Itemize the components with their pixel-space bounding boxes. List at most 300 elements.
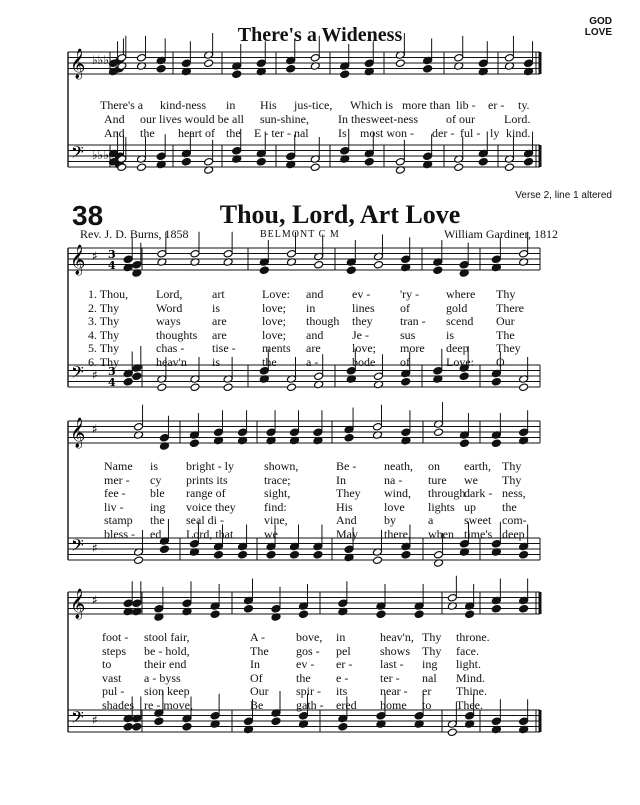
hymn1-alto-note — [232, 70, 242, 79]
hymn1-tenor-note — [286, 152, 296, 161]
hymn2-system2-bass-clef: 𝄢 — [71, 535, 84, 559]
hymn2-system3-bass-clef: 𝄢 — [71, 707, 84, 731]
hymn1-verse3-syllable: most won - — [360, 126, 414, 140]
hymn1-soprano-note — [310, 53, 320, 62]
hymn2-system3-alto-note — [299, 610, 309, 619]
hymn2-line2-syllable: His — [336, 499, 353, 514]
hymn2-line3-syllable: in — [336, 630, 346, 644]
hymn2-line3-syllable: Thy — [422, 630, 442, 644]
hymn2-system3-soprano-note — [132, 599, 142, 608]
hymn2-system2-alto-note — [459, 439, 469, 448]
hymn2-line3-syllable: Thine. — [456, 684, 487, 698]
hymn2-system2-bass-note — [238, 550, 248, 559]
topic-god: GOD — [589, 16, 612, 27]
hymn1-tenor-note — [423, 152, 433, 161]
hymn2-line1-syllable: Lord, — [156, 287, 183, 301]
hymn1-verse2-syllable: sun-shine, — [260, 112, 309, 126]
hymn1-tenor-note — [204, 157, 214, 166]
hymn2-system3-soprano-note — [182, 599, 192, 608]
hymn2-line1-syllable: lines — [352, 300, 375, 315]
hymn2-line1-syllable: scend — [446, 314, 474, 328]
hymn2-composer: William Gardiner, 1812 — [443, 227, 558, 241]
hymn2-line1-syllable: is — [212, 354, 221, 369]
hymn2-line3-syllable: ing — [422, 657, 438, 671]
hymn2-line2-syllable: the — [150, 513, 165, 527]
hymn1-verse3-syllable: kind. — [506, 126, 531, 140]
hymn1-tenor-note — [395, 157, 405, 166]
hymn2-line1-syllable: tise - — [212, 341, 236, 355]
hymn2-system1-tenor-note — [433, 366, 443, 375]
hymn2-line2-syllable: liv - — [104, 499, 124, 514]
hymn1-alto-note — [423, 64, 433, 73]
hymn2-system3-tenor-note — [491, 717, 501, 726]
hymn2-line1-syllable: They — [496, 341, 521, 355]
hymn2-line2-syllable: voice they — [186, 499, 236, 514]
hymn2-system2-treble-clef: 𝄞 — [70, 418, 86, 448]
hymn2-line1-syllable: is — [212, 300, 221, 315]
hymn2-line3-syllable: shows — [380, 643, 411, 658]
hymn2-line1-syllable: bode — [352, 354, 376, 369]
hymn2-line1-syllable: chas - — [156, 341, 185, 355]
hymn2-system1-bass-note — [123, 377, 133, 386]
hymn2-line3-syllable: ev - — [296, 657, 315, 671]
hymn2-line2-syllable: They — [336, 486, 361, 500]
hymn2-system2-soprano-note — [373, 422, 383, 431]
hymn2-line1-syllable: love; — [262, 327, 286, 342]
hymn2-line1-syllable: Love: — [262, 287, 290, 301]
hymn2-line3-syllable: The — [250, 643, 269, 658]
hymn2-line2-syllable: is — [150, 459, 159, 473]
hymn2-line3-syllable: home — [380, 697, 407, 712]
hymn2-line1-syllable: 2. Thy — [88, 300, 120, 315]
hymn1-verse1-syllable: ty. — [518, 98, 530, 112]
hymn2-system2-tenor-note — [344, 545, 354, 554]
hymn2-system1-soprano-note — [190, 249, 200, 258]
hymn2-line3-syllable: Thee. — [456, 697, 483, 712]
hymn2-system2-key-signature: ♯ — [92, 541, 98, 555]
hymn2-line1-syllable: art — [212, 287, 225, 301]
hymn1-verse3-syllable: the — [140, 126, 155, 140]
hymn2-line1-syllable: love; — [352, 341, 376, 355]
hymn2-line2-syllable: earth, — [464, 459, 491, 473]
hymn2-line2-syllable: ture — [428, 472, 447, 487]
hymn2-line1-syllable: and — [306, 287, 324, 301]
hymn2-line3-syllable: a - byss — [144, 670, 181, 685]
hymn2-line3-syllable: e - — [336, 670, 349, 685]
hymn1-key-signature: ♭♭♭ — [92, 53, 109, 67]
hymn2-line1-syllable: Love: — [446, 354, 474, 369]
hymn1-verse2-syllable: Lord. — [504, 112, 531, 126]
hymn2-line2-syllable: cy — [150, 472, 162, 487]
hymn2-system2-soprano-note — [519, 428, 529, 437]
hymn2-line3-syllable: In — [250, 657, 260, 671]
hymn1-soprano-note — [504, 53, 514, 62]
hymn2-system2-tenor-note — [434, 550, 444, 559]
hymn2-line1-syllable: Our — [496, 314, 515, 328]
hymn2-system3-bass-note — [182, 722, 192, 731]
hymn2-system2-bass-note — [266, 550, 276, 559]
hymn1-soprano-note — [454, 53, 464, 62]
hymn2-line3-syllable: bove, — [296, 630, 323, 644]
hymn2-system1-bass-note — [519, 383, 529, 392]
hymn2-system1-time-signature: 3 — [108, 365, 116, 378]
hymn2-system1-key-signature: ♯ — [92, 249, 98, 263]
hymn2-system3-alto-note — [244, 604, 254, 613]
hymn2-line1-syllable: are — [306, 341, 321, 355]
hymn2-line1-syllable: deep — [446, 341, 469, 355]
hymn2-line2-syllable: Lord, that — [186, 526, 234, 541]
hymn2-line1-syllable: Word — [156, 300, 183, 315]
hymn2-line1-syllable: of — [400, 354, 410, 369]
hymn2-system1-bass-note — [459, 372, 469, 381]
hymn2-system3-soprano-note — [154, 604, 164, 613]
hymn2-system1-soprano-note — [519, 249, 529, 258]
hymn1-alto-note — [340, 70, 350, 79]
hymn2-line3-syllable: steps — [102, 643, 126, 658]
hymn1-verse3-syllable: And — [104, 126, 125, 140]
hymn1-soprano-note — [524, 59, 534, 68]
hymn2-line3-syllable: Of — [250, 670, 263, 685]
hymn1-verse2-syllable: all — [232, 112, 244, 126]
hymn2-system3-tenor-note — [244, 717, 254, 726]
hymn1-tenor-note — [340, 146, 350, 155]
hymn1-soprano-note — [137, 53, 147, 62]
hymn2-system3-key-signature: ♯ — [92, 713, 98, 727]
hymn2-system2-key-signature: ♯ — [92, 422, 98, 436]
hymn2-system1-bass-note — [223, 383, 233, 392]
hymn2-system2-soprano-note — [159, 433, 169, 442]
hymn1-title: There's a Wideness — [237, 24, 403, 46]
hymn2-system3-tenor-note — [299, 711, 309, 720]
hymn2-line1-syllable: ev - — [352, 287, 371, 301]
hymn1-verse1-syllable: more than — [402, 98, 451, 112]
hymn1-bass-clef: 𝄢 — [71, 142, 84, 166]
hymn1-alto-note — [286, 64, 296, 73]
hymn2-line2-syllable: on — [428, 459, 440, 473]
hymn2-line2-syllable: stamp — [104, 513, 133, 527]
hymn2-line1-syllable: love; — [262, 314, 286, 328]
hymn1-bass-note — [364, 157, 374, 166]
hymn1-soprano-note — [478, 59, 488, 68]
hymn2-line3-syllable: heav'n, — [380, 630, 414, 644]
hymn2-system1-treble-clef: 𝄞 — [70, 245, 86, 275]
hymn2-system1-bass-note — [190, 383, 200, 392]
hymn1-key-signature: ♭♭♭ — [92, 148, 109, 162]
hymn2-line3-syllable: gos - — [296, 643, 320, 658]
hymn2-line1-syllable: Je - — [352, 327, 369, 342]
hymn2-system2-tenor-note — [491, 539, 501, 548]
hymn1-soprano-note — [364, 59, 374, 68]
hymn2-line2-syllable: find: — [264, 499, 287, 514]
hymn2-line3-syllable: Our — [250, 684, 269, 698]
hymn2-system1-alto-note — [433, 266, 443, 275]
hymn2-line3-syllable: pul - — [102, 684, 125, 698]
hymn2-line1-syllable: 3. Thy — [88, 314, 120, 328]
hymn2-line2-syllable: neath, — [384, 459, 413, 473]
hymn1-verse1-syllable: kind-ness — [160, 98, 206, 112]
hymn1-verse2-syllable: In the — [338, 112, 366, 126]
hymn2-system1-tenor-note — [314, 372, 324, 381]
hymn2-system1-bass-note — [401, 377, 411, 386]
hymn1-verse1-syllable: His — [260, 98, 277, 112]
hymn2-line1-syllable: more — [400, 341, 425, 355]
hymn2-line3-syllable: last - — [380, 657, 404, 671]
hymn2-system1-soprano-note — [491, 255, 501, 264]
hymn1-alto-note — [204, 59, 214, 68]
hymn2-line2-syllable: Thy — [502, 459, 522, 473]
hymn2-line3-syllable: ered — [336, 697, 357, 712]
hymn2-system2-bass-note — [313, 550, 323, 559]
hymn1-verse2-syllable: sweet-ness — [366, 112, 418, 126]
hymn1-treble-clef: 𝄞 — [70, 49, 86, 79]
hymn2-line2-syllable: mer - — [104, 472, 130, 487]
hymn2-line3-syllable: their end — [144, 657, 187, 671]
hymn2-system1-key-signature: ♯ — [92, 368, 98, 382]
hymn2-line3-syllable: spir - — [296, 684, 321, 698]
hymn1-bass-note — [310, 163, 320, 172]
hymn2-line1-syllable: of — [400, 300, 410, 315]
hymn2-system3-bass-note — [123, 722, 133, 731]
hymn2-line3-syllable: light. — [456, 657, 482, 671]
hymn2-line2-syllable: ed — [150, 526, 162, 541]
hymn2-system2-soprano-note — [134, 422, 144, 431]
hymn2-line2-syllable: prints its — [186, 472, 228, 487]
hymn2-system1-soprano-note — [401, 255, 411, 264]
hymn2-line2-syllable: bright - ly — [186, 459, 234, 473]
hymn2-system3-tenor-note — [414, 711, 424, 720]
hymn1-bass-note — [454, 163, 464, 172]
hymn2-line2-syllable: wind, — [384, 486, 411, 500]
hymn2-line2-syllable: time's — [464, 526, 493, 541]
hymn2-system3-alto-note — [414, 610, 424, 619]
hymn2-line3-syllable: be - hold, — [144, 643, 190, 658]
hymn2-line1-syllable: ways — [156, 314, 181, 328]
hymn1-verse3-syllable: ful - — [460, 126, 481, 140]
hymn2-line2-syllable: Name — [104, 459, 133, 473]
hymn2-line2-syllable: we — [264, 526, 278, 541]
hymn2-line3-syllable: Thy — [422, 643, 442, 658]
hymn2-line3-syllable: vast — [102, 670, 122, 685]
hymn2-system1-soprano-note — [123, 255, 133, 264]
hymn-number: 38 — [72, 200, 104, 231]
hymn2-title: Thou, Lord, Art Love — [219, 200, 461, 229]
hymn2-system2-bass-note — [373, 556, 383, 565]
hymn2-line1-syllable: is — [446, 327, 455, 342]
hymn2-system2-soprano-note — [401, 428, 411, 437]
hymn2-line2-syllable: shown, — [264, 459, 299, 473]
hymn2-line2-syllable: seal di - — [186, 513, 224, 527]
hymn1-verse3-syllable: the — [226, 126, 241, 140]
hymn2-line1-syllable: tran - — [400, 314, 426, 328]
hymn2-line1-syllable: sus — [400, 327, 416, 342]
hymn2-line1-syllable: 'ry - — [400, 287, 420, 301]
hymn1-bass-note — [137, 163, 147, 172]
hymn2-system1-soprano-note — [132, 260, 142, 269]
hymn2-author: Rev. J. D. Burns, 1858 — [80, 227, 189, 241]
hymn2-line2-syllable: when — [428, 526, 454, 541]
hymn1-note: Verse 2, line 1 altered — [515, 190, 612, 201]
hymn2-line1-syllable: are — [212, 314, 227, 328]
hymn2-line1-syllable: though — [306, 314, 340, 328]
hymn2-system2-soprano-note — [290, 428, 300, 437]
hymn2-system1-alto-note — [314, 260, 324, 269]
hymn2-system2-soprano-note — [313, 428, 323, 437]
hymn2-line1-syllable: and — [306, 327, 324, 342]
hymn2-line3-syllable: foot - — [102, 630, 129, 644]
hymn2-system2-soprano-note — [238, 428, 248, 437]
hymn2-system3-treble-clef: 𝄞 — [70, 589, 86, 619]
hymn2-system2-bass-note — [214, 550, 224, 559]
hymn2-system3-tenor-note — [465, 711, 475, 720]
hymn2-line1-syllable: are — [212, 327, 227, 342]
hymn2-line1-syllable: 1. Thou, — [88, 287, 129, 301]
hymn2-system3-tenor-note — [376, 711, 386, 720]
hymn2-system2-bass-note — [519, 550, 529, 559]
hymn2-line2-syllable: lights — [428, 499, 455, 514]
hymn2-line1-syllable: gold — [446, 300, 468, 315]
hymn2-line2-syllable: ness, — [502, 486, 526, 500]
hymn2-system2-alto-note — [189, 439, 199, 448]
hymn1-bass-note — [478, 157, 488, 166]
hymn2-line1-syllable: love; — [262, 300, 286, 315]
hymn2-system1-bass-note — [132, 372, 142, 381]
hymn2-line3-syllable: sion keep — [144, 684, 190, 698]
hymn2-line2-syllable: through — [428, 486, 466, 500]
hymn2-line1-syllable: ments — [262, 341, 291, 355]
topic-love: LOVE — [584, 27, 612, 38]
hymn2-system3-bass-note — [338, 722, 348, 731]
hymn2-line3-syllable: shades — [102, 697, 134, 712]
hymn2-system1-time-signature: 3 — [108, 248, 116, 261]
hymn2-system3-bass-note — [154, 717, 164, 726]
hymn2-system1-time-signature: 4 — [108, 376, 116, 389]
hymn2-system3-bass-note — [271, 717, 281, 726]
hymn2-system2-bass-note — [401, 550, 411, 559]
hymn2-line1-syllable: where — [446, 287, 476, 301]
hymn2-system1-alto-note — [259, 266, 269, 275]
hymn2-line3-syllable: throne. — [456, 630, 490, 644]
hymn2-system2-alto-note — [434, 428, 444, 437]
hymn1-soprano-note — [117, 53, 127, 62]
hymn1-verse3-syllable: E - ter - nal — [254, 126, 309, 140]
hymn2-line2-syllable: fee - — [104, 486, 126, 500]
hymn1-verse2-syllable: our lives would be — [140, 112, 229, 126]
hymn2-system3-alto-note — [376, 610, 386, 619]
hymn1-alto-note — [395, 59, 405, 68]
hymn2-tune: BELMONT C M — [260, 229, 340, 240]
hymn1-verse1-syllable: jus-tice, — [294, 98, 333, 112]
hymn1-tenor-note — [232, 146, 242, 155]
hymn1-alto-note — [156, 64, 166, 73]
hymn2-system2-bass-note — [159, 545, 169, 554]
hymn2-line2-syllable: sweet — [464, 513, 492, 527]
hymn2-line2-syllable: vine, — [264, 513, 288, 527]
hymn2-line2-syllable: bless - — [104, 526, 135, 541]
hymn1-verse3-syllable: der - — [432, 126, 455, 140]
hymn2-system1-bass-note — [157, 383, 167, 392]
hymn2-system3-alto-note — [519, 604, 529, 613]
hymn1-verse2-syllable: of our — [446, 112, 475, 126]
hymn2-line2-syllable: Be - — [336, 459, 357, 473]
hymn2-line3-syllable: to — [422, 697, 432, 712]
hymn2-line2-syllable: a — [428, 513, 434, 527]
hymn2-system1-alto-note — [374, 260, 384, 269]
hymn2-line2-syllable: range of — [186, 486, 226, 500]
hymn1-bass-note — [256, 157, 266, 166]
hymn2-line3-syllable: re - move, — [144, 697, 193, 712]
hymn2-line3-syllable: pel — [336, 643, 351, 658]
hymn2-system3-bass-note — [447, 728, 457, 737]
hymn2-line3-syllable: the — [296, 670, 311, 685]
hymn2-line1-syllable: 5. Thy — [88, 341, 120, 355]
hymn2-line1-syllable: Thy — [496, 287, 516, 301]
hymn2-line2-syllable: ble — [150, 486, 165, 500]
hymn2-line2-syllable: there, — [384, 526, 411, 541]
hymn2-system1-time-signature: 4 — [108, 259, 116, 272]
hymn1-soprano-note — [181, 59, 191, 68]
hymn2-line1-syllable: a - — [306, 354, 319, 369]
hymn2-system1-alto-note — [346, 266, 356, 275]
hymn2-line3-syllable: stool fair, — [144, 630, 190, 644]
hymn1-verse3-syllable: heart of — [178, 126, 215, 140]
hymn2-line2-syllable: love — [384, 499, 405, 514]
hymn2-system1-tenor-note — [374, 372, 384, 381]
hymn2-line1-syllable: The — [496, 327, 515, 342]
hymn2-system1-bass-clef: 𝄢 — [71, 362, 84, 386]
hymn2-line2-syllable: May — [336, 526, 358, 541]
hymn2-line1-syllable: in — [306, 300, 316, 315]
hymn1-tenor-note — [156, 152, 166, 161]
hymn2-line1-syllable: they — [352, 314, 373, 328]
hymn2-line2-syllable: by — [384, 513, 396, 527]
hymn2-system3-soprano-note — [447, 593, 457, 602]
hymn2-line2-syllable: dark - — [464, 486, 493, 500]
hymn1-verse1-syllable: There's a — [100, 98, 144, 112]
hymn1-verse1-syllable: Which is — [350, 98, 393, 112]
hymn2-system1-bass-note — [491, 377, 501, 386]
hymn2-line1-syllable: 4. Thy — [88, 327, 120, 342]
hymn2-system1-soprano-note — [157, 249, 167, 258]
hymn2-line3-syllable: its — [336, 684, 348, 698]
hymn2-system2-soprano-note — [266, 428, 276, 437]
hymn2-line2-syllable: And — [336, 513, 357, 527]
hymn2-line1-syllable: 6. Thy — [88, 354, 120, 369]
hymn2-system3-soprano-note — [338, 599, 348, 608]
hymn2-line3-syllable: Be — [250, 697, 264, 712]
hymn1-verse3-syllable: ly — [490, 126, 500, 140]
hymn2-line1-syllable: O — [496, 354, 505, 369]
hymn2-line2-syllable: the — [502, 499, 517, 514]
hymn1-verse2-syllable: And — [104, 112, 125, 126]
hymn1-bass-note — [504, 163, 514, 172]
hymn2-system3-alto-note — [491, 604, 501, 613]
hymn2-line2-syllable: com- — [502, 513, 527, 527]
hymn2-system3-key-signature: ♯ — [92, 593, 98, 607]
hymn2-line2-syllable: Thy — [502, 472, 522, 487]
hymn2-system1-bass-note — [287, 383, 297, 392]
hymn1-verse1-syllable: in — [226, 98, 236, 112]
hymn2-line3-syllable: A - — [250, 630, 265, 644]
hymn2-system1-soprano-note — [459, 260, 469, 269]
hymn2-line3-syllable: nal — [422, 670, 437, 685]
hymn2-system2-alto-note — [344, 433, 354, 442]
hymn2-line2-syllable: In — [336, 472, 346, 487]
hymn1-verse1-syllable: lib - — [456, 98, 476, 112]
hymn2-system2-bass-note — [290, 550, 300, 559]
hymn2-line3-syllable: er — [422, 684, 432, 698]
hymn1-bass-note — [524, 157, 534, 166]
hymn2-line1-syllable: thoughts — [156, 327, 198, 342]
